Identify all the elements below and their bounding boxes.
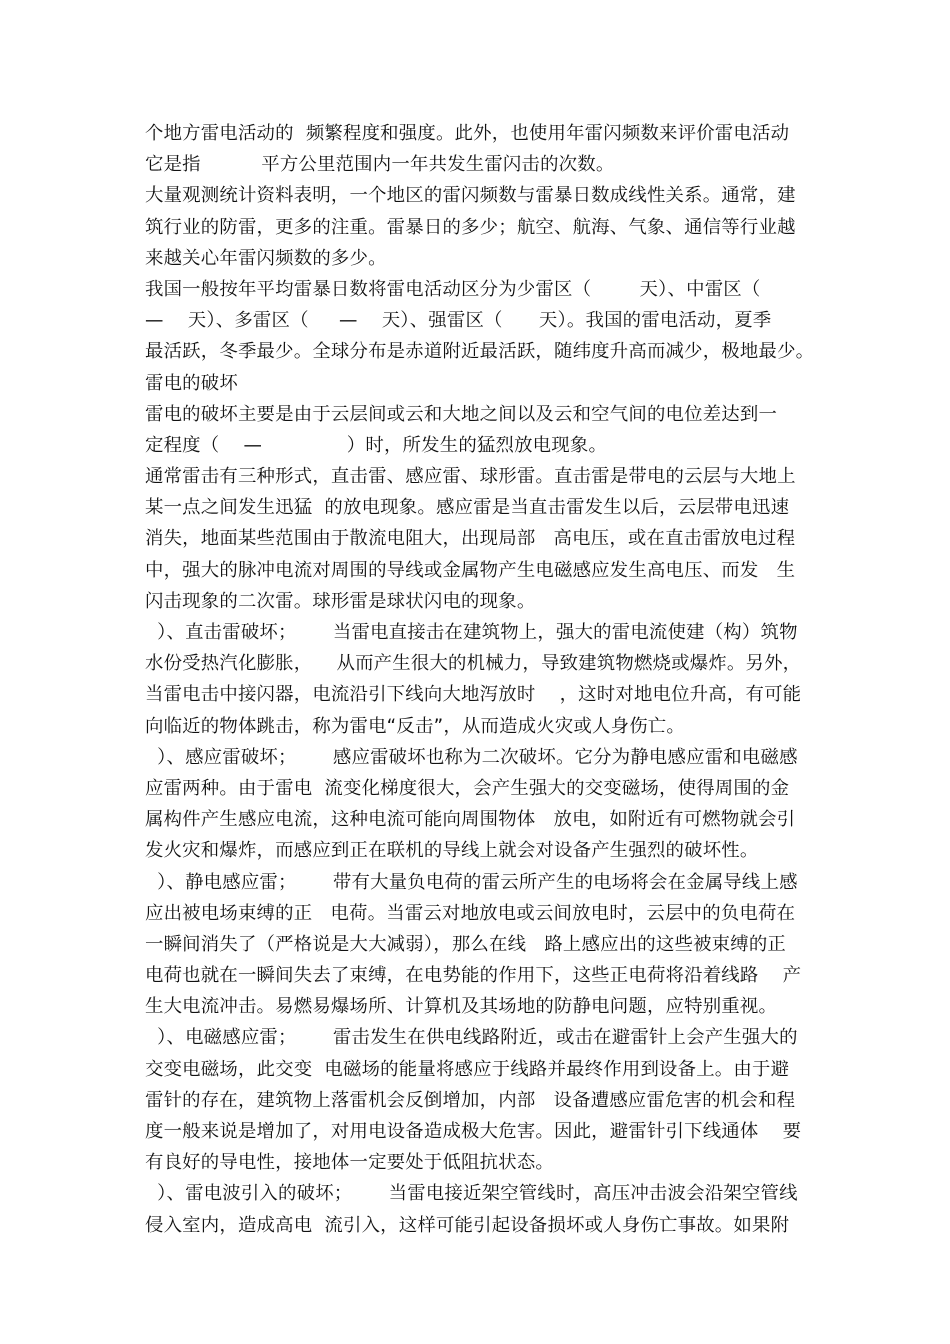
text-line: 我国一般按年平均雷暴日数将雷电活动区分为少雷区（ 天）、中雷区（ — [145, 278, 761, 300]
text-line: ）、静电感应雷； 带有大量负电荷的雷云所产生的电场将会在金属导线上感 — [145, 871, 798, 893]
text-line: 交变电磁场，此交变 电磁场的能量将感应于线路并最终作用到设备上。由于避 — [145, 1058, 790, 1080]
text-line: 发火灾和爆炸，而感应到正在联机的导线上就会对设备产生强烈的破坏性。 — [145, 840, 759, 862]
text-line: ）、直击雷破坏； 当雷电直接击在建筑物上，强大的雷电流使建（构）筑物 — [145, 622, 798, 643]
text-line: 筑行业的防雷，更多的注重。雷暴日的多少；航空、航海、气象、通信等行业越 — [145, 216, 796, 238]
text-line: 个地方雷电活动的 频繁程度和强度。此外，也使用年雷闪频数来评价雷电活动 — [145, 123, 790, 144]
text-line: 应雷两种。由于雷电 流变化梯度很大，会产生强大的交变磁场，使得周围的金 — [145, 777, 790, 799]
text-line: 雷针的存在，建筑物上落雷机会反倒增加，内部 设备遭感应雷危害的机会和程 — [145, 1089, 796, 1111]
text-line: 大量观测统计资料表明，一个地区的雷闪频数与雷暴日数成线性关系。通常，建 — [145, 185, 796, 207]
text-line: ）、电磁感应雷； 雷击发生在供电线路附近，或击在避雷针上会产生强大的 — [145, 1027, 798, 1049]
text-line: ）、雷电波引入的破坏； 当雷电接近架空管线时，高压冲击波会沿架空管线 — [145, 1183, 798, 1205]
text-line: 闪击现象的二次雷。球形雷是球状闪电的现象。 — [145, 590, 536, 612]
text-line: 当雷电击中接闪器，电流沿引下线向大地泻放时 ，这时对地电位升高，有可能 — [145, 684, 802, 706]
text-line: 应出被电场束缚的正 电荷。当雷云对地放电或云间放电时，云层中的负电荷在 — [145, 902, 796, 924]
text-line: 有良好的导电性，接地体一定要处于低阻抗状态。 — [145, 1152, 554, 1174]
text-line: 某一点之间发生迅猛 的放电现象。感应雷是当直击雷发生以后，云层带电迅速 — [145, 497, 790, 519]
text-line: 生大电流冲击。易燃易爆场所、计算机及其场地的防静电问题，应特别重视。 — [145, 996, 778, 1018]
section-heading: 雷电的破坏 — [145, 372, 238, 394]
text-line: 电荷也就在一瞬间失去了束缚，在电势能的作用下，这些正电荷将沿着线路 产 — [145, 965, 802, 987]
text-line: 向临近的物体跳击，称为雷电“反击”，从而造成火灾或人身伤亡。 — [145, 715, 685, 737]
text-line: 属构件产生感应电流，这种电流可能向周围物体 放电，如附近有可燃物就会引 — [145, 809, 796, 831]
text-line: 最活跃，冬季最少。全球分布是赤道附近最活跃，随纬度升高而减少，极地最少。 — [145, 341, 815, 363]
text-line: 来越关心年雷闪频数的多少。 — [145, 247, 387, 269]
text-line: 消失，地面某些范围由于散流电阻大，出现局部 高电压，或在直击雷放电过程 — [145, 528, 796, 550]
text-line: 度一般来说是增加了，对用电设备造成极大危害。因此，避雷针引下线通体 要 — [145, 1121, 802, 1142]
text-line: 它是指 平方公里范围内一年共发生雷闪击的次数。 — [145, 154, 615, 176]
text-line: ）、感应雷破坏； 感应雷破坏也称为二次破坏。它分为静电感应雷和电磁感 — [145, 746, 798, 768]
text-line: 定程度（ — ）时，所发生的猛烈放电现象。 — [145, 434, 608, 456]
text-line: 一瞬间消失了（严格说是大大减弱），那么在线 路上感应出的这些被束缚的正 — [145, 933, 787, 955]
text-line: 中，强大的脉冲电流对周围的导线或金属物产生电磁感应发生高电压、而发 生 — [145, 559, 796, 581]
text-line: — 天）、多雷区（ — 天）、强雷区（ 天）。我国的雷电活动，夏季 — [145, 310, 772, 332]
text-line: 雷电的破坏主要是由于云层间或云和大地之间以及云和空气间的电位差达到一 — [145, 403, 778, 425]
text-line: 侵入室内，造成高电 流引入，这样可能引起设备损坏或人身伤亡事故。如果附 — [145, 1214, 790, 1236]
text-line: 水份受热汽化膨胀， 从而产生很大的机械力，导致建筑物燃烧或爆炸。另外， — [145, 653, 802, 675]
document-body — [145, 118, 815, 1241]
text-line: 通常雷击有三种形式，直击雷、感应雷、球形雷。直击雷是带电的云层与大地上 — [145, 466, 796, 488]
